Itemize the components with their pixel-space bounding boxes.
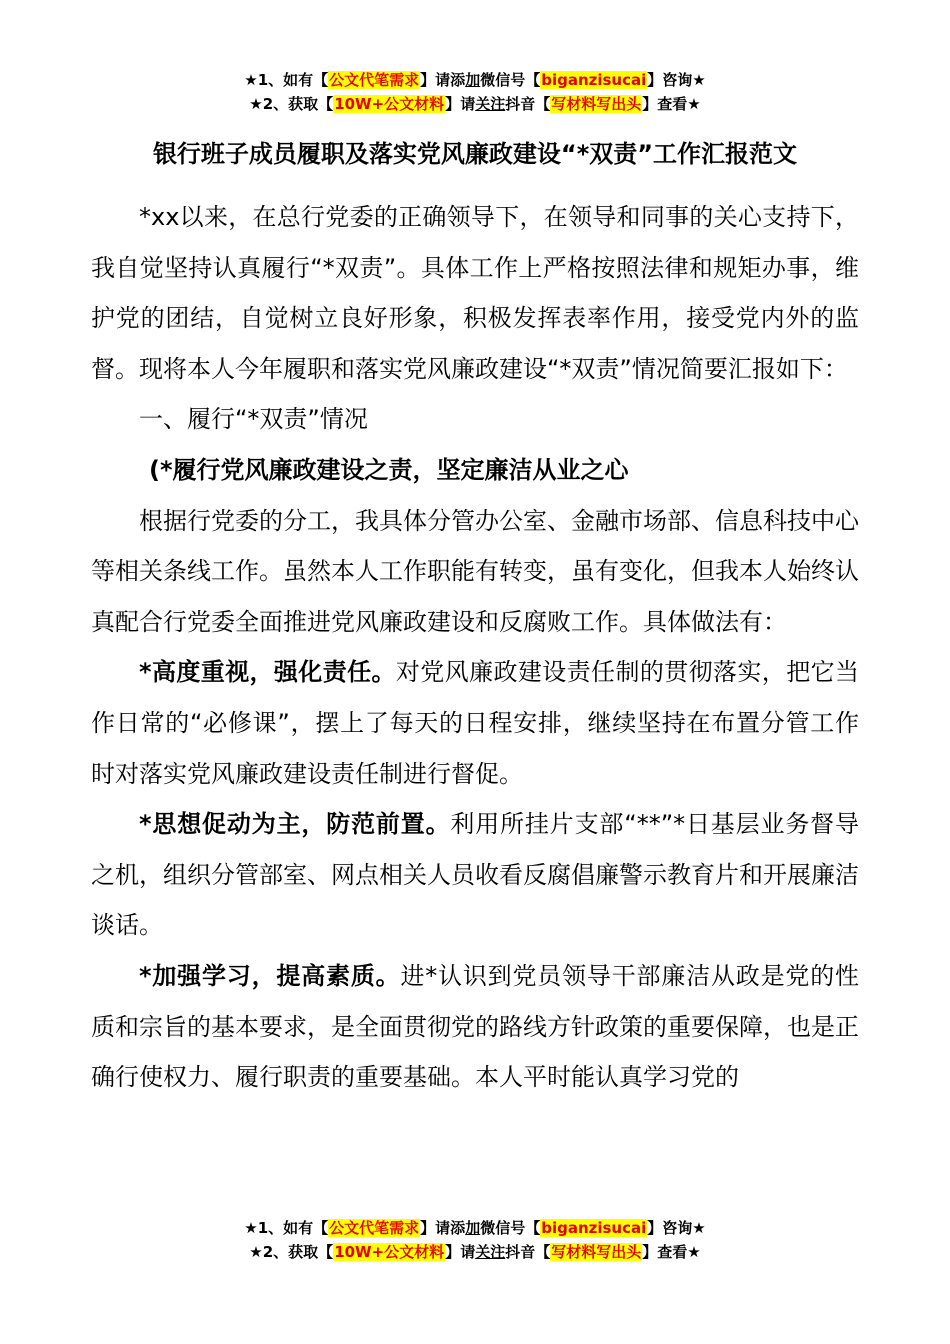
paragraph-division-of-work: 根据行党委的分工，我具体分管办公室、金融市场部、信息科技中心等相关条线工作。虽然本人工作职能有转变，虽有变化，但我本人始终认真配合行党委全面推进党风廉政建设和反腐败工作。具体做法有： [91, 506, 859, 636]
paragraph-point-1: *高度重视，强化责任。对党风廉政建设责任制的贯彻落实，把它当作日常的“必修课”，摆上了每天的日程安排，继续坚持在布置分管工作时对落实党风廉政建设责任制进行督促。 [91, 658, 859, 788]
promo-banner-top [0, 68, 950, 116]
highlight-douyin-account: 写材料写出头 [551, 1243, 642, 1261]
highlight-service: 公文代笔需求 [329, 71, 420, 89]
highlight-wechat-id: biganzisucai [541, 71, 647, 89]
promo-line-1: ★1、如有【公文代笔需求】请添加微信号【biganzisucai】咨询★ [244, 1219, 706, 1237]
promo-line-2: ★2、获取【10W+公文材料】请关注抖音【写材料写出头】查看★ [249, 1243, 701, 1261]
highlight-materials: 10W+公文材料 [334, 95, 445, 113]
promo-line-1: ★1、如有【公文代笔需求】请添加微信号【biganzisucai】咨询★ [244, 71, 706, 89]
highlight-materials: 10W+公文材料 [334, 1243, 445, 1261]
paragraph-point-2: *思想促动为主，防范前置。利用所挂片支部“**”*日基层业务督导之机，组织分管部室、网点相关人员收看反腐倡廉警示教育片和开展廉洁谈话。 [91, 810, 859, 940]
highlight-service: 公文代笔需求 [329, 1219, 420, 1237]
paragraph-intro: *xx以来，在总行党委的正确领导下，在领导和同事的关心支持下，我自觉坚持认真履行“*双责”。具体工作上严格按照法律和规矩办事，维护党的团结，自觉树立良好形象，积极发挥表率作用，接受党内外的监督。现将本人今年履职和落实党风廉政建设“*双责”情况简要汇报如下： [91, 203, 859, 383]
promo-banner-bottom [0, 1216, 950, 1264]
section-heading-1: 一、履行“*双责”情况 [139, 405, 368, 434]
highlight-wechat-id: biganzisucai [541, 1219, 647, 1237]
subsection-heading-1: (*履行党风廉政建设之责，坚定廉洁从业之心 [149, 455, 629, 484]
paragraph-point-3: *加强学习，提高素质。进*认识到党员领导干部廉洁从政是党的性质和宗旨的基本要求，是全面贯彻党的路线方针政策的重要保障，也是正确行使权力、履行职责的重要基础。本人平时能认真学习党的 [91, 961, 859, 1092]
document-body [91, 192, 859, 1103]
highlight-douyin-account: 写材料写出头 [551, 95, 642, 113]
promo-line-2: ★2、获取【10W+公文材料】请关注抖音【写材料写出头】查看★ [249, 95, 701, 113]
document-title: 银行班子成员履职及落实党风廉政建设“*双责”工作汇报范文 [152, 140, 798, 168]
